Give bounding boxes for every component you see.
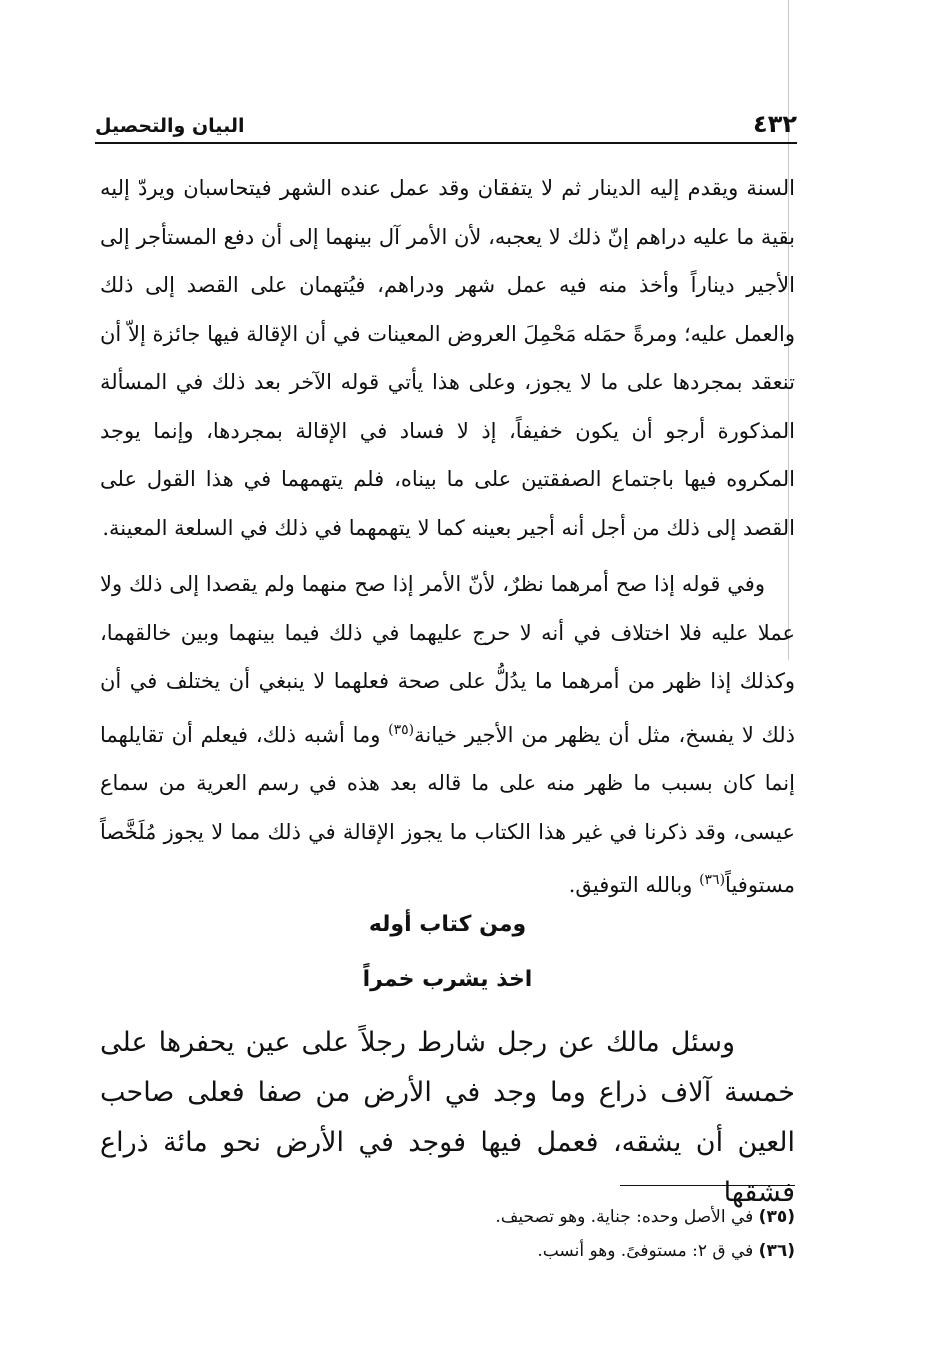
paragraph-2-part-b: وما أشبه ذلك، فيعلم أن تقايلهما إنما كان بسبب ما ظهر منه على ما قاله بعد هذه في رسم العرية من سماع عيسى، وقد ذكرنا في غير هذا الكتاب ما يجوز الإقالة في ذلك مما لا يجوز مُلَخَّصاً مستوفياً	[100, 722, 795, 897]
page-header	[95, 100, 797, 136]
paragraph-2	[100, 560, 795, 910]
footnote-text: في ق ٢: مستوفىً. وهو أنسب.	[537, 1241, 759, 1261]
footnote-number: (٣٥)	[758, 1207, 795, 1227]
section-subheading: اخذ يشرب خمراً	[362, 967, 533, 992]
section-text	[100, 1018, 795, 1218]
footnote-35	[100, 1200, 795, 1234]
paragraph-2-part-a: وفي قوله إذا صح أمرهما نظرٌ، لأنّ الأمر إذا صح منهما ولم يقصدا إلى ذلك ولا عملا عليه فلا اختلاف في أنه لا حرج عليهما في ذلك فيما بينهما وبين خالقهما، وكذلك إذا ظهر من أمرهما ما يدُلُّ على صحة فعلهما لا ينبغي أن يختلف في أن ذلك لا يفسخ، مثل أن يظهر من الأجير خيانة	[100, 572, 796, 747]
footnote-number: (٣٦)	[758, 1241, 795, 1261]
footnote-ref-36: (٣٦)	[699, 872, 726, 888]
paragraph-1: السنة ويقدم إليه الدينار ثم لا يتفقان وقد عمل عنده الشهر فيتحاسبان ويردّ إليه بقية ما عليه دراهم إنّ ذلك لا يعجبه، لأن الأمر آل بينهما إلى أن دفع المستأجر إلى الأجير ديناراً وأخذ منه فيه عمل شهر ودراهم، فيُتهمان على القصد إلى ذلك والعمل عليه؛ ومرةً حمَله مَحْمِلَ العروض المعينات في أن الإقالة فيها جائزة إلاّ أن تنعقد بمجردها على ما لا يجوز، وعلى هذا يأتي قوله الآخر بعد ذلك في المسألة المذكورة أرجو أن يكون خفيفاً، إذ لا فساد في الإقالة بمجردها، وإنما يوجد المكروه فيها باجتماع الصفقتين على ما بيناه، فلم يتهمهما في هذا القول على القصد إلى ذلك من أجل أنه أجير بعينه كما لا يتهمهما في ذلك في السلعة المعينة.	[100, 176, 795, 540]
running-title: البيان والتحصيل	[95, 115, 245, 137]
main-text	[100, 164, 795, 910]
footnote-ref-35: (٣٥)	[388, 721, 415, 738]
header-rule	[95, 142, 797, 144]
section-paragraph: وسئل مالك عن رجل شارط رجلاً على عين يحفرها على خمسة آلاف ذراع وما وجد في الأرض من صفا فعلى صاحب العين أن يشقه، فعمل فيها فوجد في الأرض نحو مائة ذراع فشقها	[100, 1027, 795, 1208]
footnote-rule	[620, 1185, 795, 1186]
section-heading: ومن كتاب أوله	[368, 912, 527, 937]
page-number: ٤٣٢	[753, 110, 797, 138]
paragraph-2-part-c: وبالله التوفيق.	[568, 873, 700, 897]
footnote-text: في الأصل وحده: جناية. وهو تصحيف.	[495, 1207, 759, 1227]
footnote-36	[100, 1234, 795, 1268]
footnotes	[100, 1200, 795, 1268]
